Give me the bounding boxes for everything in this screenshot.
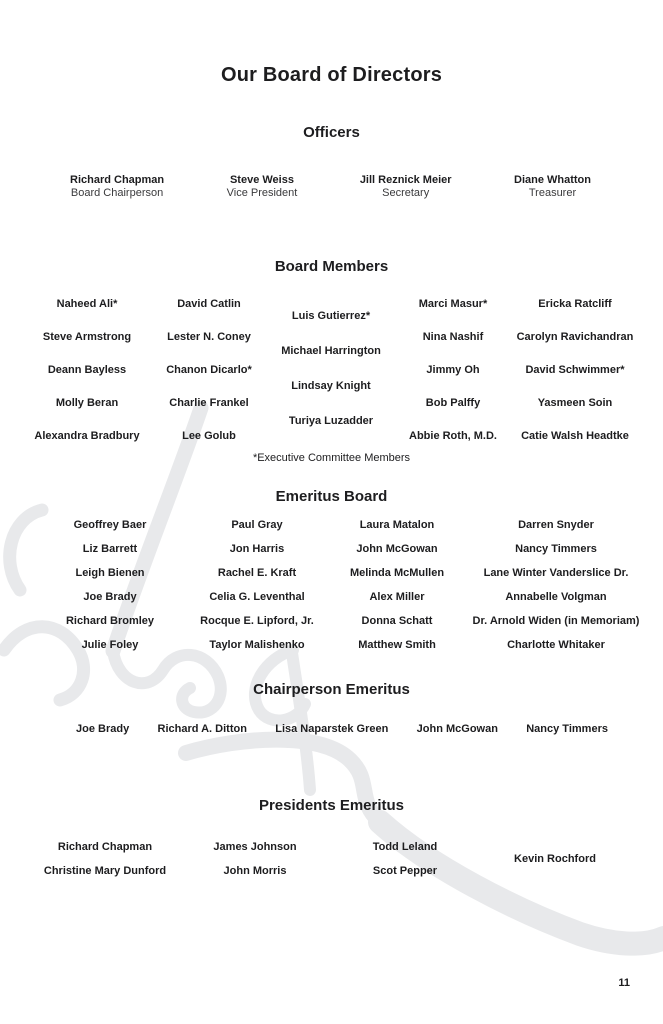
board-members-column	[281, 297, 381, 443]
officer	[70, 173, 164, 200]
officer	[227, 173, 298, 200]
board-member-name: Bob Palffy	[425, 397, 481, 409]
board-member-name: Chanon Dicarlo*	[166, 364, 252, 376]
board-member-name: Abbie Roth, M.D.	[409, 430, 497, 442]
board-member-name: Charlie Frankel	[169, 397, 249, 409]
emeritus-board-column	[350, 518, 444, 652]
emeritus-member-name: Lane Winter Vanderslice Dr.	[483, 567, 629, 579]
emeritus-member-name: Leigh Bienen	[75, 567, 145, 579]
presidents-emeritus-heading: Presidents Emeritus	[258, 797, 405, 814]
presidents-emeritus-column	[213, 840, 296, 878]
president-emeritus-name: John Morris	[223, 865, 287, 877]
board-members-column	[409, 297, 497, 443]
presidents-emeritus-column	[514, 840, 596, 878]
board-member-name: Deann Bayless	[47, 364, 127, 376]
president-emeritus-name: James Johnson	[213, 841, 297, 853]
officer-name: Richard Chapman	[70, 174, 165, 186]
board-member-name: Jimmy Oh	[426, 364, 480, 376]
emeritus-member-name: Laura Matalon	[359, 519, 435, 531]
emeritus-member-name: Melinda McMullen	[349, 567, 445, 579]
chairperson-emeritus-name: Lisa Naparstek Green	[275, 723, 389, 735]
emeritus-board-column	[66, 518, 154, 652]
presidents-emeritus-grid	[30, 840, 630, 878]
emeritus-member-name: Joe Brady	[83, 591, 137, 603]
board-members-heading: Board Members	[274, 258, 389, 275]
emeritus-board-grid	[30, 518, 642, 652]
emeritus-member-name: Dr. Arnold Widen (in Memoriam)	[472, 615, 640, 627]
emeritus-member-name: Charlotte Whitaker	[507, 639, 605, 651]
presidents-emeritus-column	[373, 840, 438, 878]
emeritus-member-name: Donna Schatt	[361, 615, 433, 627]
emeritus-board-column	[200, 518, 314, 652]
emeritus-member-name: Richard Bromley	[65, 615, 155, 627]
board-member-name: Naheed Ali*	[56, 298, 118, 310]
board-member-name: Turiya Luzadder	[288, 415, 374, 427]
emeritus-member-name: Alex Miller	[369, 591, 425, 603]
page-title: Our Board of Directors	[220, 64, 443, 86]
emeritus-member-name: Nancy Timmers	[515, 543, 597, 555]
emeritus-member-name: Jon Harris	[229, 543, 285, 555]
executive-committee-footnote: *Executive Committee Members	[252, 452, 411, 464]
chairperson-emeritus-name: Nancy Timmers	[526, 723, 608, 735]
board-members-column	[166, 297, 252, 443]
board-member-name: David Schwimmer*	[525, 364, 625, 376]
board-member-name: Catie Walsh Headtke	[521, 430, 629, 442]
officer	[360, 173, 452, 200]
emeritus-member-name: Geoffrey Baer	[73, 519, 147, 531]
board-member-name: Lee Golub	[182, 430, 236, 442]
emeritus-member-name: Annabelle Volgman	[505, 591, 607, 603]
board-member-name: Carolyn Ravichandran	[516, 331, 634, 343]
officer-name: Diane Whatton	[514, 174, 591, 186]
board-member-name: Ericka Ratcliff	[538, 298, 612, 310]
presidents-emeritus-column	[44, 840, 166, 878]
board-member-name: Marci Masur*	[418, 298, 488, 310]
board-members-grid	[26, 297, 636, 443]
president-emeritus-name: Scot Pepper	[372, 865, 438, 877]
board-member-name: Yasmeen Soin	[537, 397, 613, 409]
emeritus-member-name: John McGowan	[356, 543, 438, 555]
board-member-name: Lester N. Coney	[167, 331, 251, 343]
officer-title: Secretary	[382, 187, 430, 199]
president-emeritus-name: Christine Mary Dunford	[43, 865, 167, 877]
officers-heading: Officers	[303, 124, 360, 141]
officer-name: Jill Reznick Meier	[359, 174, 452, 186]
emeritus-member-name: Rocque E. Lipford, Jr.	[200, 615, 314, 627]
officers-row	[70, 173, 591, 200]
emeritus-member-name: Matthew Smith	[358, 639, 436, 651]
chairperson-emeritus-row	[76, 722, 608, 736]
board-members-column	[517, 297, 634, 443]
officer	[514, 173, 591, 200]
board-member-name: Molly Beran	[55, 397, 119, 409]
board-member-name: Michael Harrington	[281, 345, 381, 357]
officer-name: Steve Weiss	[229, 174, 294, 186]
board-member-name: David Catlin	[177, 298, 241, 310]
board-member-name: Luis Gutierrez*	[291, 310, 371, 322]
chairperson-emeritus-heading: Chairperson Emeritus	[253, 681, 410, 698]
officer-title: Treasurer	[528, 187, 577, 199]
emeritus-member-name: Paul Gray	[231, 519, 283, 531]
emeritus-board-heading: Emeritus Board	[275, 488, 388, 505]
board-member-name: Alexandra Bradbury	[34, 430, 140, 442]
chairperson-emeritus-name: John McGowan	[416, 723, 498, 735]
chairperson-emeritus-name: Joe Brady	[76, 723, 130, 735]
emeritus-member-name: Rachel E. Kraft	[217, 567, 297, 579]
board-member-name: Steve Armstrong	[42, 331, 132, 343]
emeritus-member-name: Darren Snyder	[518, 519, 594, 531]
officer-title: Board Chairperson	[70, 187, 164, 199]
board-member-name: Lindsay Knight	[291, 380, 371, 392]
president-emeritus-name: Kevin Rochford	[514, 853, 596, 865]
emeritus-member-name: Celia G. Leventhal	[209, 591, 305, 603]
officer-title: Vice President	[226, 187, 298, 199]
board-member-name: Nina Nashif	[422, 331, 484, 343]
emeritus-board-column	[473, 518, 640, 652]
president-emeritus-name: Todd Leland	[372, 841, 438, 853]
emeritus-member-name: Julie Foley	[81, 639, 139, 651]
president-emeritus-name: Richard Chapman	[57, 841, 153, 853]
chairperson-emeritus-name: Richard A. Ditton	[157, 723, 247, 735]
emeritus-member-name: Taylor Malishenko	[209, 639, 305, 651]
board-members-column	[34, 297, 139, 443]
page-number: 11	[618, 977, 630, 989]
emeritus-member-name: Liz Barrett	[82, 543, 138, 555]
